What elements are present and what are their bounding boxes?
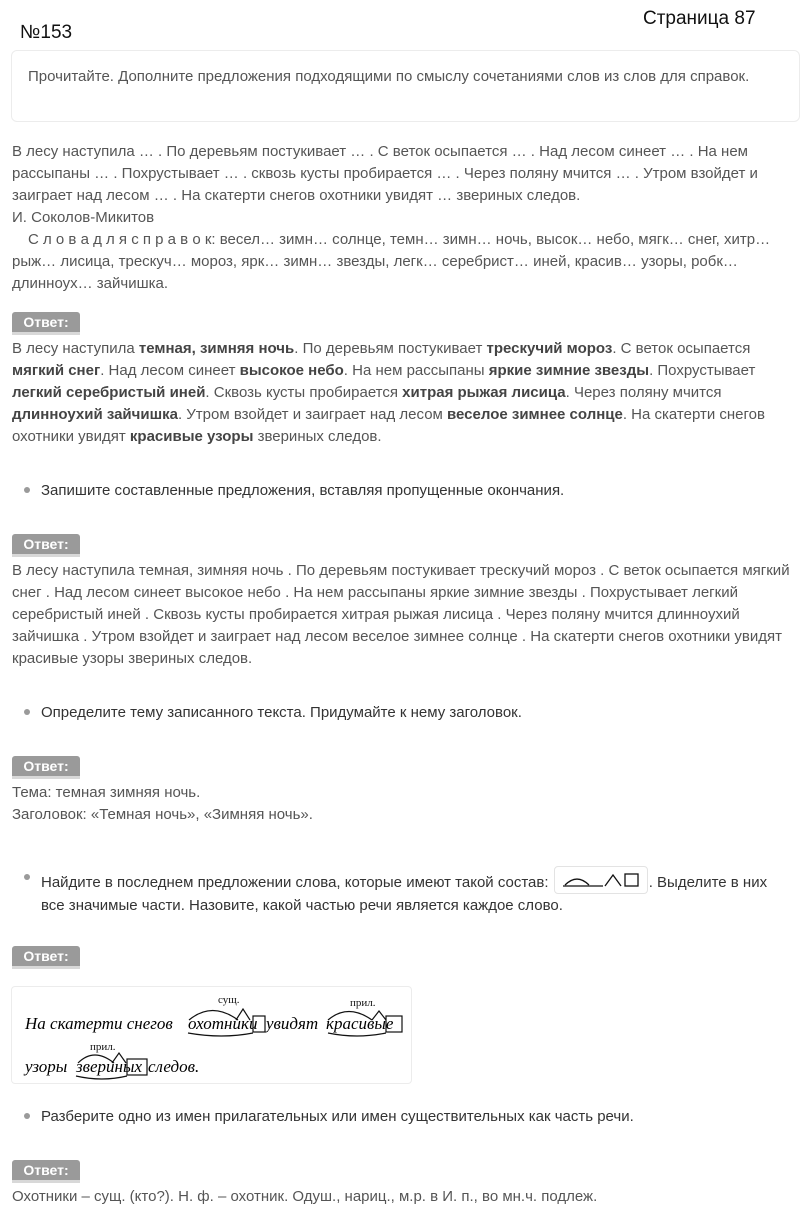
reference-label: С л о в а д л я с п р а в о к: <box>28 231 216 248</box>
task-5-item <box>24 1105 794 1128</box>
task-2-text: Запишите составленные предложения, вставляя пропущенные окончания. <box>41 482 565 499</box>
answer-1-text-part: . С веток осыпается <box>612 340 751 357</box>
answer-1-text-part: . Над лесом синеет <box>100 362 240 379</box>
answer-badge: Ответ: <box>12 1160 80 1180</box>
answer-1-inserted-phrase: веселое зимнее солнце <box>447 406 623 423</box>
reference-words-paragraph <box>12 229 802 295</box>
task-3-text: Определите тему записанного текста. Придумайте к нему заголовок. <box>41 704 522 721</box>
answer-1-text-part: . По деревьям постукивает <box>294 340 487 357</box>
task-2-item <box>24 479 794 502</box>
answer-1-text-part: . Утром взойдет и заиграет над лесом <box>177 406 448 423</box>
hw-word-beautiful: красивые <box>326 1014 394 1033</box>
answer-1-inserted-phrase: высокое небо <box>239 362 344 379</box>
answer-1-inserted-phrase: мягкий снег <box>12 362 101 379</box>
answer-2-text: В лесу наступила темная, зимняя ночь . По деревьям постукивает трескучий мороз . С веток осыпается мягкий снег . Над лесом синеет высокое небо . На нем рассыпаны яркие зимние звезды . Похрустывает легкий серебристый иней . Сквозь кусты пробирается хитрая рыжая лисица . Через поляну мчится длинноухий зайчишка . Утром взойдет и заиграет над лесом веселое зимнее солнце . На скатерти снегов охотники увидят красивые узоры звериных следов. <box>12 562 790 667</box>
hw-word-animal: звериных <box>76 1057 143 1076</box>
answer-1-inserted-phrase: красивые узоры <box>129 428 254 445</box>
answer-5-text: Охотники – сущ. (кто?). Н. ф. – охотник. Одуш., нариц., м.р. в И. п., во мн.ч. подлеж. <box>12 1188 598 1205</box>
answer-1-text-part: В лесу наступила <box>12 340 139 357</box>
answer-1-text-part: . На нем рассыпаны <box>343 362 489 379</box>
answer-3-title: Заголовок: «Темная ночь», «Зимняя ночь». <box>12 806 313 823</box>
answer-1-inserted-phrase: легкий серебристый иней <box>12 384 206 401</box>
answer-1-inserted-phrase: длинноухий зайчишка <box>12 406 178 423</box>
answer-1-inserted-phrase: трескучий мороз <box>486 340 613 357</box>
answer-badge: Ответ: <box>12 534 80 554</box>
task-4-text-end: . Выделите в них все значимые части. Назовите, какой частью речи является каждое слово. <box>41 874 768 914</box>
bullet-icon <box>24 1113 30 1119</box>
page-number: Страница 87 <box>643 8 756 29</box>
handwritten-morpheme-analysis <box>11 986 412 1084</box>
answer-1-text-part: звериных следов. <box>253 428 382 445</box>
source-text <box>12 141 802 295</box>
answer-1-text-part: . Через поляну мчится <box>565 384 722 401</box>
task-3-item <box>24 701 794 724</box>
answer-1-text <box>12 338 802 448</box>
answer-badge: Ответ: <box>12 946 80 966</box>
label-adj-1: прил. <box>350 997 376 1009</box>
exercise-number: №153 <box>20 22 73 43</box>
answer-1-text-part: . Сквозь кусты пробирается <box>205 384 403 401</box>
answer-1-text-part: . На скатерти снегов охотники увидят <box>12 406 765 445</box>
answer-1-inserted-phrase: яркие зимние звезды <box>488 362 650 379</box>
answer-1-text-part: . Похрустывает <box>649 362 756 379</box>
task-instruction: Прочитайте. Дополните предложения подходящими по смыслу сочетаниями слов из слов для справок. <box>28 68 750 85</box>
answer-1-inserted-phrase: темная, зимняя ночь <box>138 340 295 357</box>
task-4-text-start: Найдите в последнем предложении слова, которые имеют такой состав: <box>41 874 549 891</box>
answer-3 <box>12 782 802 826</box>
word-structure-scheme-icon <box>554 866 648 894</box>
answer-1-inserted-phrase: хитрая рыжая лисица <box>402 384 566 401</box>
answer-3-theme: Тема: темная зимняя ночь. <box>12 784 201 801</box>
bullet-icon <box>24 874 30 880</box>
label-noun: сущ. <box>218 994 240 1006</box>
source-body: В лесу наступила … . По деревьям постукивает … . С веток осыпается … . Над лесом синеет … . На нем рассыпаны … . Похрустывает … . сквозь кусты пробирается … . Через поляну мчится … . Утром взойдет и заиграет над лесом … . На скатерти снегов охотники увидят … звериных следов. <box>12 143 758 204</box>
bullet-icon <box>24 487 30 493</box>
label-adj-2: прил. <box>90 1041 116 1053</box>
task-5-text: Разберите одно из имен прилагательных или имен существительных как часть речи. <box>41 1108 634 1125</box>
reference-words: весел… зимн… солнце, темн… зимн… ночь, высок… небо, мягк… снег, хитр… рыж… лисица, трескуч… мороз, ярк… зимн… звезды, легк… серебрист… иней, красив… узоры, робк… длинноух… зайчишка. <box>12 231 771 292</box>
hw-line1-start: На скатерти снегов <box>25 1014 173 1033</box>
bullet-icon <box>24 709 30 715</box>
hw-word-hunters: охотники <box>188 1014 258 1033</box>
task-4-item <box>24 866 794 917</box>
hw-mid: увидят <box>266 1014 319 1033</box>
answer-badge: Ответ: <box>12 756 80 776</box>
hw-line2-start: узоры <box>25 1057 68 1076</box>
answer-badge: Ответ: <box>12 312 80 332</box>
source-author: И. Соколов-Микитов <box>12 209 155 226</box>
hw-line2-end: следов. <box>148 1057 200 1076</box>
